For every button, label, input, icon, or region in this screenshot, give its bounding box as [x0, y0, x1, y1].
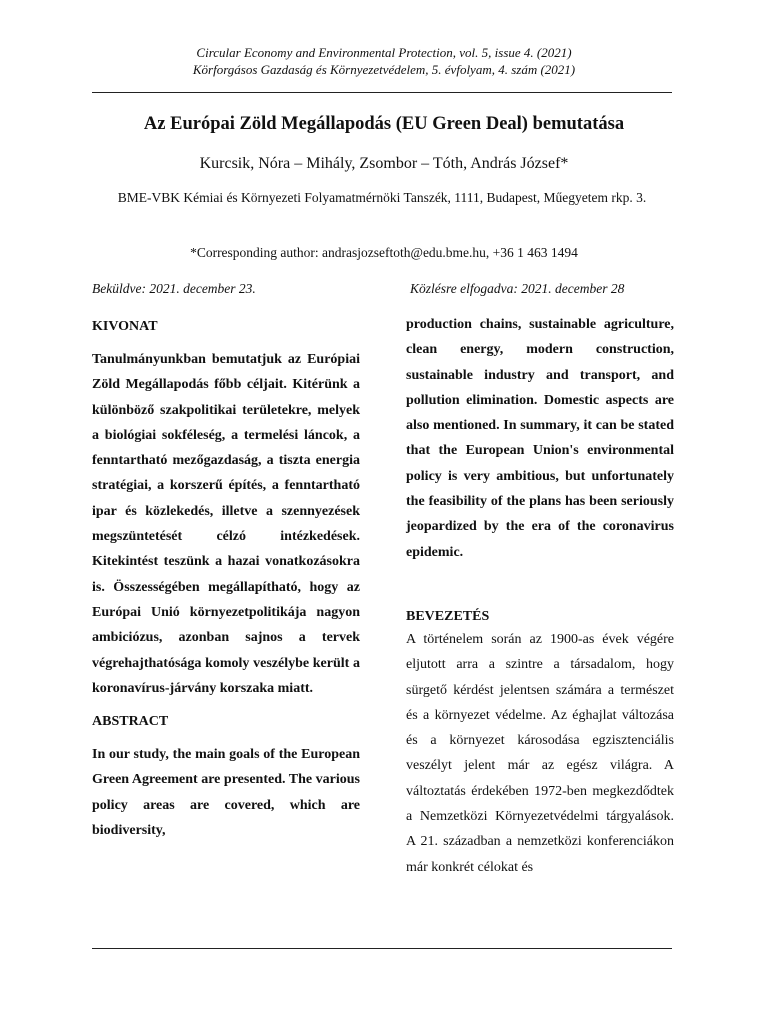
left-column [92, 314, 360, 843]
right-column [406, 312, 674, 880]
journal-citation-hu: Körforgásos Gazdaság és Környezetvédelem, 5. évfolyam, 4. szám (2021) [192, 62, 576, 77]
accepted-date: Közlésre elfogadva: 2021. december 28 [410, 281, 625, 296]
header-rule [92, 92, 672, 93]
journal-header [0, 44, 768, 78]
bevezetes-heading: BEVEZETÉS [406, 608, 490, 624]
abstract-heading: ABSTRACT [92, 714, 169, 730]
corresponding-author: *Corresponding author: andrasjozseftoth@edu.bme.hu, +36 1 463 1494 [190, 245, 578, 260]
footer-rule [92, 948, 672, 949]
kivonat-text: Tanulmányunkban bemutatjuk az Európiai Zöld Megállapodás főbb céljait. Kitérünk a különböző szakpolitikai területekre, melyek a biológiai sokféleség, a termelési láncok, a fenntartható mezőgazdaság, a tiszta energia stratégiai, a korszerű építés, a fenntartható ipar és közlekedés, illetve a szennyezések megszüntetését célzó intézkedések. Kitekintést teszünk a hazai vonatkozásokra is. Összességében megállapítható, hogy az Európai Unió környezetpolitikája nagyon ambiciózus, azonban sajnos a tervek végrehajthatósága komoly veszélybe került a koronavírus-járvány korszaka miatt. [92, 352, 360, 696]
abstract-text-left: In our study, the main goals of the European Green Agreement are presented. The various policy areas are covered, which are biodiversity, [92, 747, 360, 839]
affiliation: BME-VBK Kémiai és Környezeti Folyamatmérnöki Tanszék, 1111, Budapest, Műegyetem rkp. 3. [117, 190, 647, 205]
kivonat-heading: KIVONAT [92, 319, 158, 334]
bevezetes-text: A történelem során az 1900-as évek végére eljutott arra a szintre a társadalom, hogy sürgető kérdést jelentsen számára a természet és a környezet védelme. Az éghajlat változása és a környezet károsodása egzisztenciális veszélyt jelent már az egész világra. A változtatás érdekében 1972-ben megkezdődtek a Nemzetközi Környezetvédelmi tárgyalások. A 21. században a nemzetközi konferenciákon már konkrét célokat és [406, 631, 674, 875]
paper-authors: Kurcsik, Nóra – Mihály, Zsombor – Tóth, András József* [199, 155, 569, 172]
submitted-date: Beküldve: 2021. december 23. [92, 281, 256, 296]
abstract-text-right: production chains, sustainable agriculture, clean energy, modern construction, sustainable industry and transport, and pollution elimination. Domestic aspects are also mentioned. In summary, it can be stated that the European Union's environmental policy is very ambitious, but unfortunately the feasibility of the plans has been seriously jeopardized by the era of the coronavirus epidemic. [406, 317, 674, 560]
paper-title: Az Európai Zöld Megállapodás (EU Green Deal) bemutatása [143, 114, 625, 134]
journal-citation-en: Circular Economy and Environmental Protection, vol. 5, issue 4. (2021) [196, 45, 572, 60]
